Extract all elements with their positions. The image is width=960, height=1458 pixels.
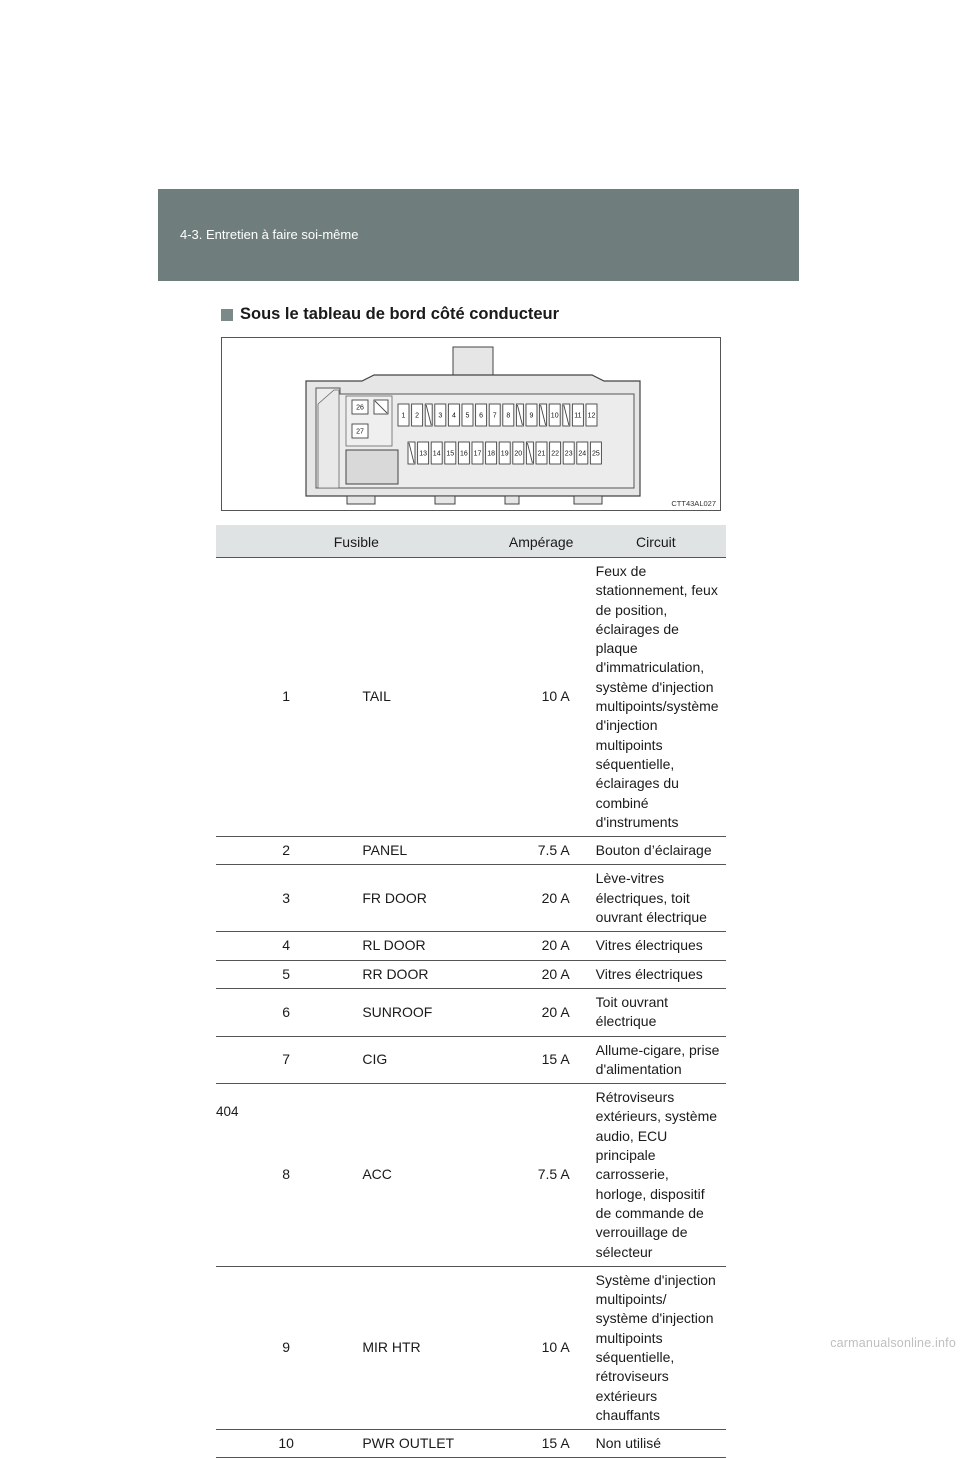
col-amperage: Ampérage bbox=[497, 526, 586, 558]
section-heading bbox=[221, 305, 559, 324]
fuse-amperage: 20 A bbox=[497, 988, 586, 1036]
table-row bbox=[216, 932, 726, 960]
table-row bbox=[216, 837, 726, 865]
fuse-slot-label: 1 bbox=[401, 412, 406, 420]
fuse-amperage: 10 A bbox=[497, 1266, 586, 1429]
fuse-slot-label: 10 bbox=[550, 412, 559, 420]
fuse-name: RL DOOR bbox=[356, 932, 496, 960]
fuse-box-diagram bbox=[221, 337, 721, 511]
fuse-slot-label: 13 bbox=[419, 450, 427, 458]
fuse-slot-label: 22 bbox=[551, 450, 559, 458]
fuse-table-body bbox=[216, 558, 726, 1458]
fuse-circuit: Vitres électriques bbox=[586, 932, 726, 960]
fuse-slot-label: 5 bbox=[465, 412, 470, 420]
fuse-amperage: 7.5 A bbox=[497, 837, 586, 865]
fuse-number: 7 bbox=[216, 1036, 356, 1084]
section-header-band bbox=[158, 189, 799, 281]
fuse-name: PWR OUTLET bbox=[356, 1430, 496, 1458]
table-row bbox=[216, 988, 726, 1036]
table-row bbox=[216, 558, 726, 837]
fuse-slot-label: 26 bbox=[356, 404, 364, 412]
fuse-slot-label: 25 bbox=[592, 450, 600, 458]
fuse-amperage: 15 A bbox=[497, 1036, 586, 1084]
fuse-name: ACC bbox=[356, 1084, 496, 1267]
figure-code: CTT43AL027 bbox=[671, 499, 716, 508]
page-number: 404 bbox=[216, 1104, 239, 1119]
table-row bbox=[216, 865, 726, 932]
fuse-slot-label: 24 bbox=[578, 450, 587, 458]
fuse-number: 10 bbox=[216, 1430, 356, 1458]
fuse-slot-label: 17 bbox=[473, 450, 482, 458]
table-row bbox=[216, 1266, 726, 1429]
square-bullet-icon bbox=[221, 309, 233, 321]
fuse-circuit: Vitres électriques bbox=[586, 960, 726, 988]
fuse-box-drawing bbox=[222, 338, 722, 512]
col-fusible: Fusible bbox=[216, 526, 497, 558]
fuse-name: RR DOOR bbox=[356, 960, 496, 988]
fuse-table bbox=[216, 525, 726, 1458]
fuse-number: 9 bbox=[216, 1266, 356, 1429]
fuse-slot-label: 9 bbox=[529, 412, 534, 420]
fuse-circuit: Toit ouvrant électrique bbox=[586, 988, 726, 1036]
fuse-circuit: Bouton d’éclairage bbox=[586, 837, 726, 865]
fuse-circuit: Lève-vitres électriques, toit ouvrant électrique bbox=[586, 865, 726, 932]
fuse-slot-label: 19 bbox=[500, 450, 509, 458]
fuse-name: SUNROOF bbox=[356, 988, 496, 1036]
fuse-amperage: 7.5 A bbox=[497, 1084, 586, 1267]
section-title: 4-3. Entretien à faire soi-même bbox=[180, 227, 359, 242]
fuse-circuit: Rétroviseurs extérieurs, système audio, ECU principale carrosserie, horloge, dispositif de commande de verrouillage de sélecteur bbox=[586, 1084, 726, 1267]
heading-text: Sous le tableau de bord côté conducteur bbox=[240, 305, 560, 323]
fuse-slot-label: 8 bbox=[506, 412, 511, 420]
fuse-amperage: 15 A bbox=[497, 1430, 586, 1458]
fuse-circuit: Non utilisé bbox=[586, 1430, 726, 1458]
fuse-slot-label: 21 bbox=[537, 450, 546, 458]
fuse-amperage: 10 A bbox=[497, 558, 586, 837]
fuse-slot-label: 23 bbox=[564, 450, 573, 458]
fuse-slot-label: 18 bbox=[487, 450, 495, 458]
fuse-name: CIG bbox=[356, 1036, 496, 1084]
fuse-slot-label: 2 bbox=[415, 412, 420, 420]
fuse-slot-label: 12 bbox=[587, 412, 596, 420]
fuse-slot-label: 15 bbox=[446, 450, 455, 458]
fuse-circuit: Allume-cigare, prise d'alimentation bbox=[586, 1036, 726, 1084]
fuse-number: 8 bbox=[216, 1084, 356, 1267]
fuse-slot-label: 16 bbox=[460, 450, 468, 458]
watermark: carmanualsonline.info bbox=[830, 1336, 956, 1350]
fuse-name: MIR HTR bbox=[356, 1266, 496, 1429]
fuse-circuit: Système d'injection multipoints/ système d'injection multipoints séquentielle, rétroviseurs extérieurs chauffants bbox=[586, 1266, 726, 1429]
table-row bbox=[216, 1084, 726, 1267]
fuse-number: 2 bbox=[216, 837, 356, 865]
table-row bbox=[216, 1430, 726, 1458]
fuse-number: 1 bbox=[216, 558, 356, 837]
fuse-name: PANEL bbox=[356, 837, 496, 865]
fuse-amperage: 20 A bbox=[497, 960, 586, 988]
fuse-name: TAIL bbox=[356, 558, 496, 837]
fuse-name: FR DOOR bbox=[356, 865, 496, 932]
fuse-amperage: 20 A bbox=[497, 865, 586, 932]
col-circuit: Circuit bbox=[586, 526, 726, 558]
fuse-amperage: 20 A bbox=[497, 932, 586, 960]
fuse-slot-label: 7 bbox=[492, 412, 497, 420]
table-row bbox=[216, 960, 726, 988]
fuse-slot-label: 11 bbox=[574, 412, 582, 420]
fuse-slot-label: 6 bbox=[479, 412, 484, 420]
fuse-circuit: Feux de stationnement, feux de position, éclairages de plaque d'immatriculation, système d'injection multipoints/système d'injection multipoints séquentielle, éclairages du combiné d'instruments bbox=[586, 558, 726, 837]
fuse-slot-label: 20 bbox=[514, 450, 523, 458]
fuse-number: 4 bbox=[216, 932, 356, 960]
fuse-slot-label: 27 bbox=[356, 428, 364, 436]
fuse-slot-label: 14 bbox=[432, 450, 441, 458]
fuse-number: 5 bbox=[216, 960, 356, 988]
table-row bbox=[216, 1036, 726, 1084]
fuse-number: 6 bbox=[216, 988, 356, 1036]
fuse-slot-label: 3 bbox=[438, 412, 443, 420]
fuse-number: 3 bbox=[216, 865, 356, 932]
table-header-row bbox=[216, 526, 726, 558]
fuse-slot-label: 4 bbox=[451, 412, 456, 420]
